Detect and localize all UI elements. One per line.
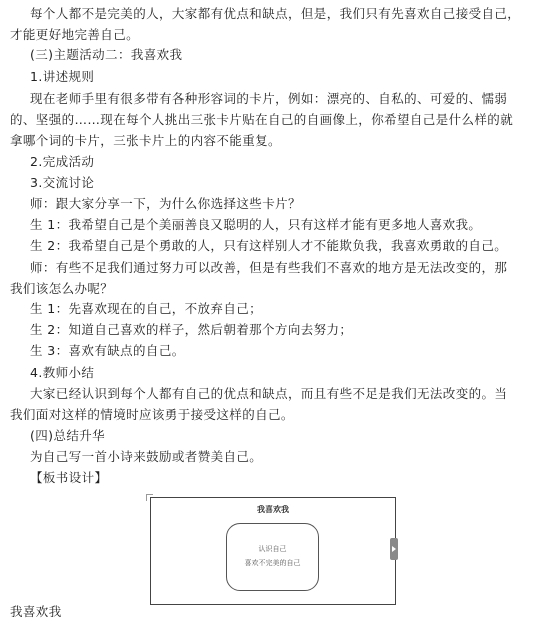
paragraph-line: 我们面对这样的情境时应该勇于接受这样的自己。 xyxy=(10,407,294,422)
step-heading: 2.完成活动 xyxy=(30,154,95,169)
step-heading: 4.教师小结 xyxy=(30,365,95,380)
dialogue-line: 师：跟大家分享一下，为什么你选择这些卡片？ xyxy=(30,196,301,211)
diagram-caption: 我喜欢我 xyxy=(10,604,62,619)
board-item: 认识自己 xyxy=(258,545,287,553)
board-inner-box xyxy=(226,523,319,591)
dialogue-line: 生 2：我希望自己是个勇敢的人，只有这样别人才不能欺负我，我喜欢勇敢的自己。 xyxy=(30,238,508,253)
board-title: 我喜欢我 xyxy=(257,505,289,514)
board-design-heading: 【板书设计】 xyxy=(30,470,108,485)
dialogue-line: 生 2：知道自己喜欢的样子，然后朝着那个方向去努力； xyxy=(30,322,353,337)
section-heading: (三)主题活动二：我喜欢我 xyxy=(30,47,183,62)
resize-handle-icon[interactable] xyxy=(390,538,398,560)
paragraph-line: 拿哪个词的卡片，三张卡片上的内容不能重复。 xyxy=(10,133,281,148)
paragraph-line: 的、坚强的……现在每个人挑出三张卡片贴在自己的自画像上，你希望自己是什么样的就 xyxy=(10,112,514,127)
dialogue-line: 生 1：我希望自己是个美丽善良又聪明的人，只有这样才能有更多地人喜欢我。 xyxy=(30,217,482,232)
paragraph-line: 才能更好地完善自己。 xyxy=(10,27,140,42)
board-item: 喜欢不完美的自己 xyxy=(244,559,301,567)
dialogue-line: 生 3：喜欢有缺点的自己。 xyxy=(30,343,185,358)
step-heading: 1.讲述规则 xyxy=(30,69,95,84)
dialogue-line: 生 1：先喜欢现在的自己，不放弃自己； xyxy=(30,301,263,316)
paragraph-line: 大家已经认识到每个人都有自己的优点和缺点，而且有些不足是我们无法改变的。当 xyxy=(30,386,508,401)
paragraph-line: 每个人都不是完美的人，大家都有优点和缺点，但是，我们只有先喜欢自己接受自己， xyxy=(30,6,521,21)
paragraph-line: 现在老师手里有很多带有各种形容词的卡片，例如：漂亮的、自私的、可爱的、懦弱 xyxy=(30,91,508,106)
paragraph-line: 为自己写一首小诗来鼓励或者赞美自己。 xyxy=(30,449,263,464)
section-heading: (四)总结升华 xyxy=(30,428,106,443)
step-heading: 3.交流讨论 xyxy=(30,175,95,190)
dialogue-line: 师：有些不足我们通过努力可以改善，但是有些我们不喜欢的地方是无法改变的，那 xyxy=(30,260,508,275)
board-design-diagram xyxy=(150,497,396,605)
dialogue-line: 我们该怎么办呢？ xyxy=(10,281,114,296)
